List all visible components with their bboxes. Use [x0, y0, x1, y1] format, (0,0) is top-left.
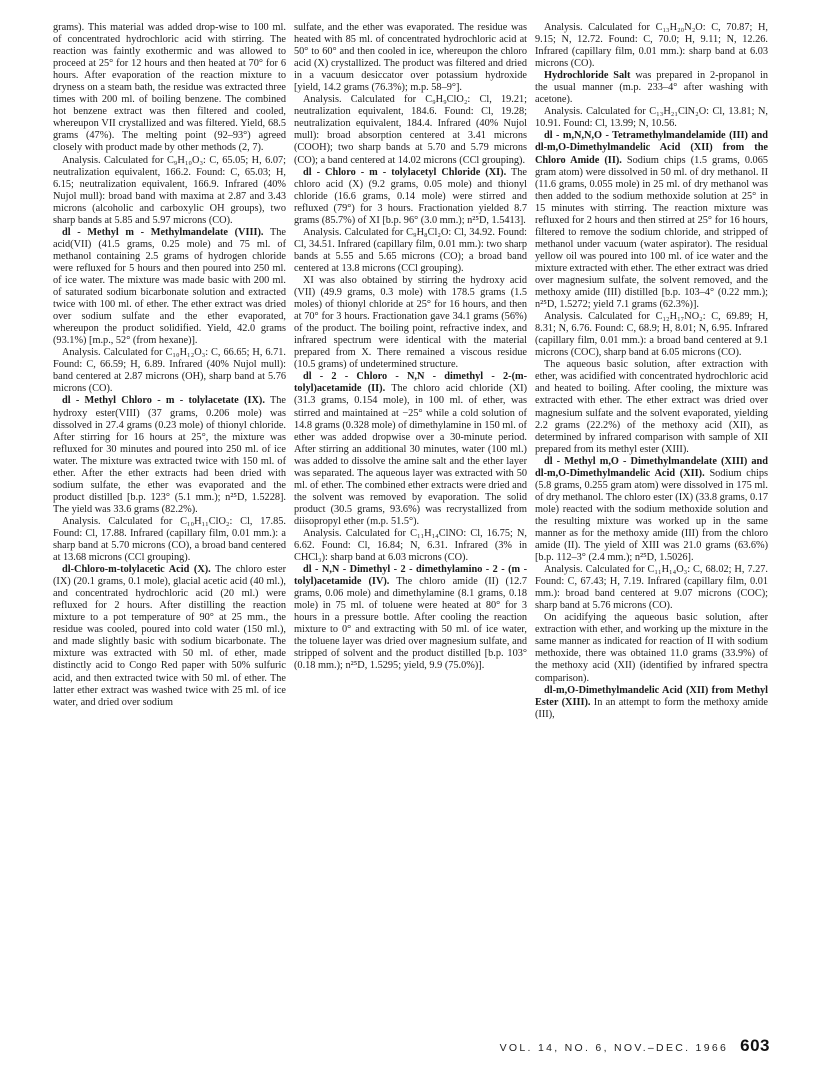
paragraph-text: Analysis. Calculated for C₁₃H₂₀N₂O: C, 70.87; H, 9.15; N, 12.72. Found: C, 70.0; H, 9.11; N, 12.26. Infrared (capillary film, 0.01 mm.): sharp band at 6.03 microns (CO).: [535, 22, 768, 70]
body-paragraph: [53, 155, 286, 227]
section-paragraph: [53, 227, 286, 347]
text-column-2: [294, 22, 527, 673]
paragraph-text: Analysis. Calculated for C₁₁H₁₄O₃: C, 68.02; H, 7.27. Found: C, 67.43; H, 7.19. Infrared (capillary film, 0.01 mm.): broad band centered at 9.07 microns (COC); sharp band at 5.76 microns (CO).: [535, 564, 768, 612]
page-number: 603: [740, 1036, 770, 1055]
section-paragraph: [535, 456, 768, 564]
body-paragraph: [294, 227, 527, 275]
paragraph-text: The chloro ester (IX) (20.1 grams, 0.1 mole), glacial acetic acid (40 ml.), and concentrated hydrochloric acid (20 ml.) were refluxed for 2 hours. After distilling the reaction mixture to a pot temperature of 90° at 25 mm., the residue was cooled, poured into cold water (150 ml.), and made slightly basic with sodium bicarbonate. The mixture was extracted with 50 ml. of ether, made distinctly acid to Congo Red paper with 50% sulfuric acid, and then extracted twice with 50 ml. of ether. The latter ether extract was washed twice with 25 ml. of ice water, and dried over sodium: [53, 564, 286, 708]
section-paragraph: [535, 130, 768, 311]
paragraph-text: Sodium chips (5.8 grams, 0.255 gram atom) were dissolved in 175 ml. of dry methanol. The chloro ester (IX) (33.8 grams, 0.17 mole) reacted with the sodium methoxide solution and the resulting mixture was worked up in the same manner as for the methoxy amide (III) from the chloro amide (II). The yield of XIII was 21.0 grams (63.6%) [b.p. 112–3° (2.4 mm.); n²⁵D, 1.5026].: [535, 467, 768, 564]
paragraph-text: Sodium chips (1.5 grams, 0.065 gram atom) were dissolved in 50 ml. of dry methanol. II (11.6 grams, 0.055 mole) in 25 ml. of dry methanol was then added to the sodium methoxide solution at 25° in 15 minutes with stirring. The reaction mixture was refluxed for 2 hours and then stirred at 25° for 16 hours, filtered to remove the sodium chloride, and stripped of methanol under vacuum (water aspirator). The residual yellow oil was poured into 100 ml. of ice water and the mixture extracted with ether. The ether extract was dried over magnesium sulfate, the solvent removed, and the methoxy amide (III) distilled [b.p. 103–4° (0.22 mm.); n²⁵D, 1.5272; yield 7.1 grams (62.3%)].: [535, 154, 768, 311]
body-paragraph: [535, 359, 768, 455]
section-heading: dl - Methyl m,O - Dimethylmandelate (XIII) and dl-m,O-Dimethylmandelic Acid (XII).: [535, 455, 768, 479]
body-paragraph: [53, 347, 286, 395]
paragraph-text: The chloro amide (II) (12.7 grams, 0.06 mole) and dimethylamine (8.1 grams, 0.18 mole) in 75 ml. of toluene were heated at 80° for 3 hours in a pressure bottle. After cooling the reaction mixture to 0° and extracting with 50 ml. of ice water, the toluene layer was dried over magnesium sulfate, and stripped of solvent and the product distilled [b.p. 103° (0.18 mm.); n²⁵D, 1.5295; yield, 9.9 (75.0%)].: [294, 576, 527, 672]
body-paragraph: [535, 564, 768, 612]
body-paragraph: [294, 94, 527, 166]
paragraph-text: The chloro acid (X) (9.2 grams, 0.05 mole) and thionyl chloride (16.6 grams, 0.14 mole) were stirred and refluxed (79°) for 3 hours. Fractionation yielded 8.7 grams (85.7%) of XI [b.p. 96° (3.0 mm.); n²⁵D, 1.5413].: [294, 166, 528, 226]
paragraph-text: Analysis. Calculated for C₉H₉ClO₂: Cl, 19.21; neutralization equivalent, 184.6. Found: Cl, 19.28; neutralization equivalent, 184.4. Infrared (40% Nujol mull): broad absorption centered at 3.41 microns (COOH); two sharp bands at 5.70 and 5.79 microns (CO); a band centered at 14.02 microns (CCl grouping).: [294, 94, 527, 166]
paragraph-text: On acidifying the aqueous basic solution, after extraction with ether, and working up the mixture in the same manner as indicated for reaction of II with sodium methoxide, there was obtained 11.0 grams (33.9%) of the methoxy acid (XII) (identified by infrared spectra comparison).: [535, 612, 768, 684]
paragraph-text: sulfate, and the ether was evaporated. The residue was heated with 85 ml. of concentrated hydrochloric acid at 50° to 60° and then cooled in ice, whereupon the chloro acid (X) crystallized. The product was filtered and dried in a vacuum desiccator over potassium hydroxide [yield, 14.2 grams (76.3%); m.p. 58–9°].: [294, 22, 527, 94]
paragraph-text: The chloro acid chloride (XI) (31.3 grams, 0.154 mole), in 100 ml. of ether, was stirred and maintained at −25° while a cold solution of 14.8 grams (0.328 mole) of dimethylamine in 150 ml. of ether was added dropwise over a 30-minute period. After stirring an additional 30 minutes, water (100 ml.) was added to dissolve the amine salt and the ether layer was separated. The aqueous layer was extracted with 50 ml. of ether. The combined ether extracts were dried and the solvent was removed by evaporation. The solid product (30.5 grams, 93.6%) was recrystallized from diisopropyl ether (m.p. 51.5°).: [294, 383, 528, 527]
section-paragraph: [53, 395, 286, 515]
section-heading: dl - Chloro - m - tolylacetyl Chloride (XI).: [303, 166, 507, 178]
section-heading: dl-m,O-Dimethylmandelic Acid (XII) from Methyl Ester (XIII).: [535, 684, 768, 708]
paragraph-text: Analysis. Calculated for C₉H₁₀O₃: C, 65.05; H, 6.07; neutralization equivalent, 166.2. Found: C, 65.03; H, 6.15; neutralization equivalent, 166.9. Infrared (40% Nujol mull): broad band with maxima at 2.87 and 3.43 microns (alcoholic and carboxylic OH groups), two sharp bands at 5.85 and 5.97 microns (CO).: [53, 154, 286, 226]
paragraph-text: was prepared in 2-propanol in the usual manner (m.p. 233–4° after washing with acetone).: [535, 70, 768, 106]
journal-citation: VOL. 14, NO. 6, NOV.–DEC. 1966: [499, 1042, 729, 1054]
paragraph-text: The aqueous basic solution, after extraction with ether, was acidified with concentrated hydrochloric acid and heated to boiling. After cooling, the mixture was extracted with ether. The ether extract was dried over magnesium sulfate and the solvent evaporated, yielding 2.2 grams (22.2%) of the methoxy acid (XII), as determined by infrared comparison with sample of XII prepared from its methyl ester (XIII).: [535, 359, 768, 455]
body-paragraph: [53, 22, 286, 155]
body-paragraph: [535, 106, 768, 130]
body-paragraph: [294, 275, 527, 371]
paragraph-text: Analysis. Calculated for C₁₃H₂₁ClN₂O: Cl, 13.81; N, 10.91. Found: Cl, 13.99; N, 10.56.: [535, 106, 768, 130]
body-paragraph: [294, 528, 527, 564]
body-paragraph: [535, 22, 768, 70]
body-paragraph: [535, 612, 768, 684]
text-column-3: [535, 22, 768, 721]
body-paragraph: [294, 22, 527, 94]
text-column-1: [53, 22, 286, 709]
paragraph-text: Analysis. Calculated for C₁₂H₁₇NO₂: C, 69.89; H, 8.31; N, 6.76. Found: C, 68.9; H, 8.01; N, 6.95. Infrared (capillary film, 0.01 mm.): a broad band centered at 9.1 microns (COC), sharp band at 6.05 microns (CO).: [535, 311, 768, 359]
paragraph-text: Analysis. Calculated for C₁₀H₁₂O₃: C, 66.65; H, 6.71. Found: C, 66.59; H, 6.89. Infrared (40% Nujol mull): band centered at 2.87 microns (OH), sharp band at 5.76 microns (CO).: [53, 347, 286, 395]
body-paragraph: [535, 311, 768, 359]
section-heading: dl - Methyl m - Methylmandelate (VIII).: [62, 226, 264, 238]
section-paragraph: [294, 167, 527, 227]
paragraph-text: grams). This material was added drop-wise to 100 ml. of concentrated hydrochloric acid with stirring. The reaction was faintly exothermic and was allowed to proceed at 25° for 12 hours and then heated at 70° for 6 hours. After evaporation of the reaction mixture to dryness on a steam bath, the residue was extracted three times with 200 ml. of boiling benzene. The combined hot benzene extract was then filtered and cooled, whereupon VII crystallized and was filtered. Yield, 68.5 grams (47%). The melting point (92–93°) agreed closely with product made by other methods (2, 7).: [53, 22, 286, 154]
page-footer: [460, 1036, 770, 1062]
paragraph-text: XI was also obtained by stirring the hydroxy acid (VII) (49.9 grams, 0.3 mole) with 178.5 grams (1.5 moles) of thionyl chloride at 25° for 16 hours, and then at 70° for 3 hours. Fractionation gave 34.1 grams (56%) of the product. The boiling point, refractive index, and infrared spectrum were identical with the material prepared from X. There remained a viscous residue (10.5 grams) of undetermined structure.: [294, 274, 527, 371]
paragraph-text: In an attempt to form the methoxy amide (III),: [535, 696, 768, 720]
paragraph-text: Analysis. Calculated for C₁₀H₁₁ClO₂: Cl, 17.85. Found: Cl, 17.88. Infrared (capillary film, 0.01 mm.): a sharp band at 5.70 microns (CO), a broad band centered at 13.68 microns (CCl grouping).: [53, 515, 286, 564]
body-paragraph: [53, 516, 286, 564]
section-paragraph: [294, 564, 527, 672]
section-heading: dl - 2 - Chloro - N,N - dimethyl - 2-(m-tolyl)acetamide (II).: [294, 371, 527, 395]
paragraph-text: The acid(VII) (41.5 grams, 0.25 mole) and 75 ml. of methanol containing 2.5 grams of hydrogen chloride were refluxed for 5 hours and then poured into 250 ml. of ice water. The mixture was made basic with 200 ml. of saturated sodium bicarbonate solution and extracted twice with 100 ml. of ether. The ether extract was dried over sodium sulfate and the ether evaporated, whereupon the product solidified. Yield, 42.0 grams (93.1%) [m.p., 52° (from hexane)].: [53, 226, 286, 347]
section-paragraph: [53, 564, 286, 709]
section-heading: dl - N,N - Dimethyl - 2 - dimethylamino - 2 - (m - tolyl)acetamide (IV).: [294, 564, 527, 588]
section-paragraph: [294, 371, 527, 528]
section-heading: dl - m,N,N,O - Tetramethylmandelamide (III) and dl-m,O-Dimethylmandelic Acid (XII) from the Chloro Amide (II).: [535, 130, 768, 166]
section-heading: Hydrochloride Salt: [544, 70, 631, 82]
paragraph-text: The hydroxy ester(VIII) (37 grams, 0.206 mole) was dissolved in 27.4 grams (0.23 mole) of thionyl chloride. After stirring for 16 hours at 25°, the mixture was refluxed for 30 minutes and poured into 250 ml. of ice water. The mixture was extracted twice with 150 ml. of ether. After the ether extracts had been dried with sodium sulfate, the ether was evaporated and the product distilled [b.p. 123° (5.1 mm.); n²⁵D, 1.5228]. The yield was 33.6 grams (82.2%).: [53, 395, 286, 515]
section-paragraph: [535, 70, 768, 106]
paragraph-text: Analysis. Calculated for C₉H₈Cl₂O: Cl, 34.92. Found: Cl, 34.51. Infrared (capillary film, 0.01 mm.): two sharp bands at 5.55 and 5.65 microns (CO); a broad band centered at 13.8 microns (CCl grouping).: [294, 226, 527, 274]
paragraph-text: Analysis. Calculated for C₁₁H₁₄ClNO: Cl, 16.75; N, 6.62. Found: Cl, 16.84; N, 6.31. Infrared (3% in CHCl₃): sharp band at 6.03 microns (CO).: [294, 527, 527, 564]
section-paragraph: [535, 685, 768, 721]
section-heading: dl-Chloro-m-tolylacetic Acid (X).: [62, 564, 211, 576]
section-heading: dl - Methyl Chloro - m - tolylacetate (IX).: [62, 395, 265, 407]
